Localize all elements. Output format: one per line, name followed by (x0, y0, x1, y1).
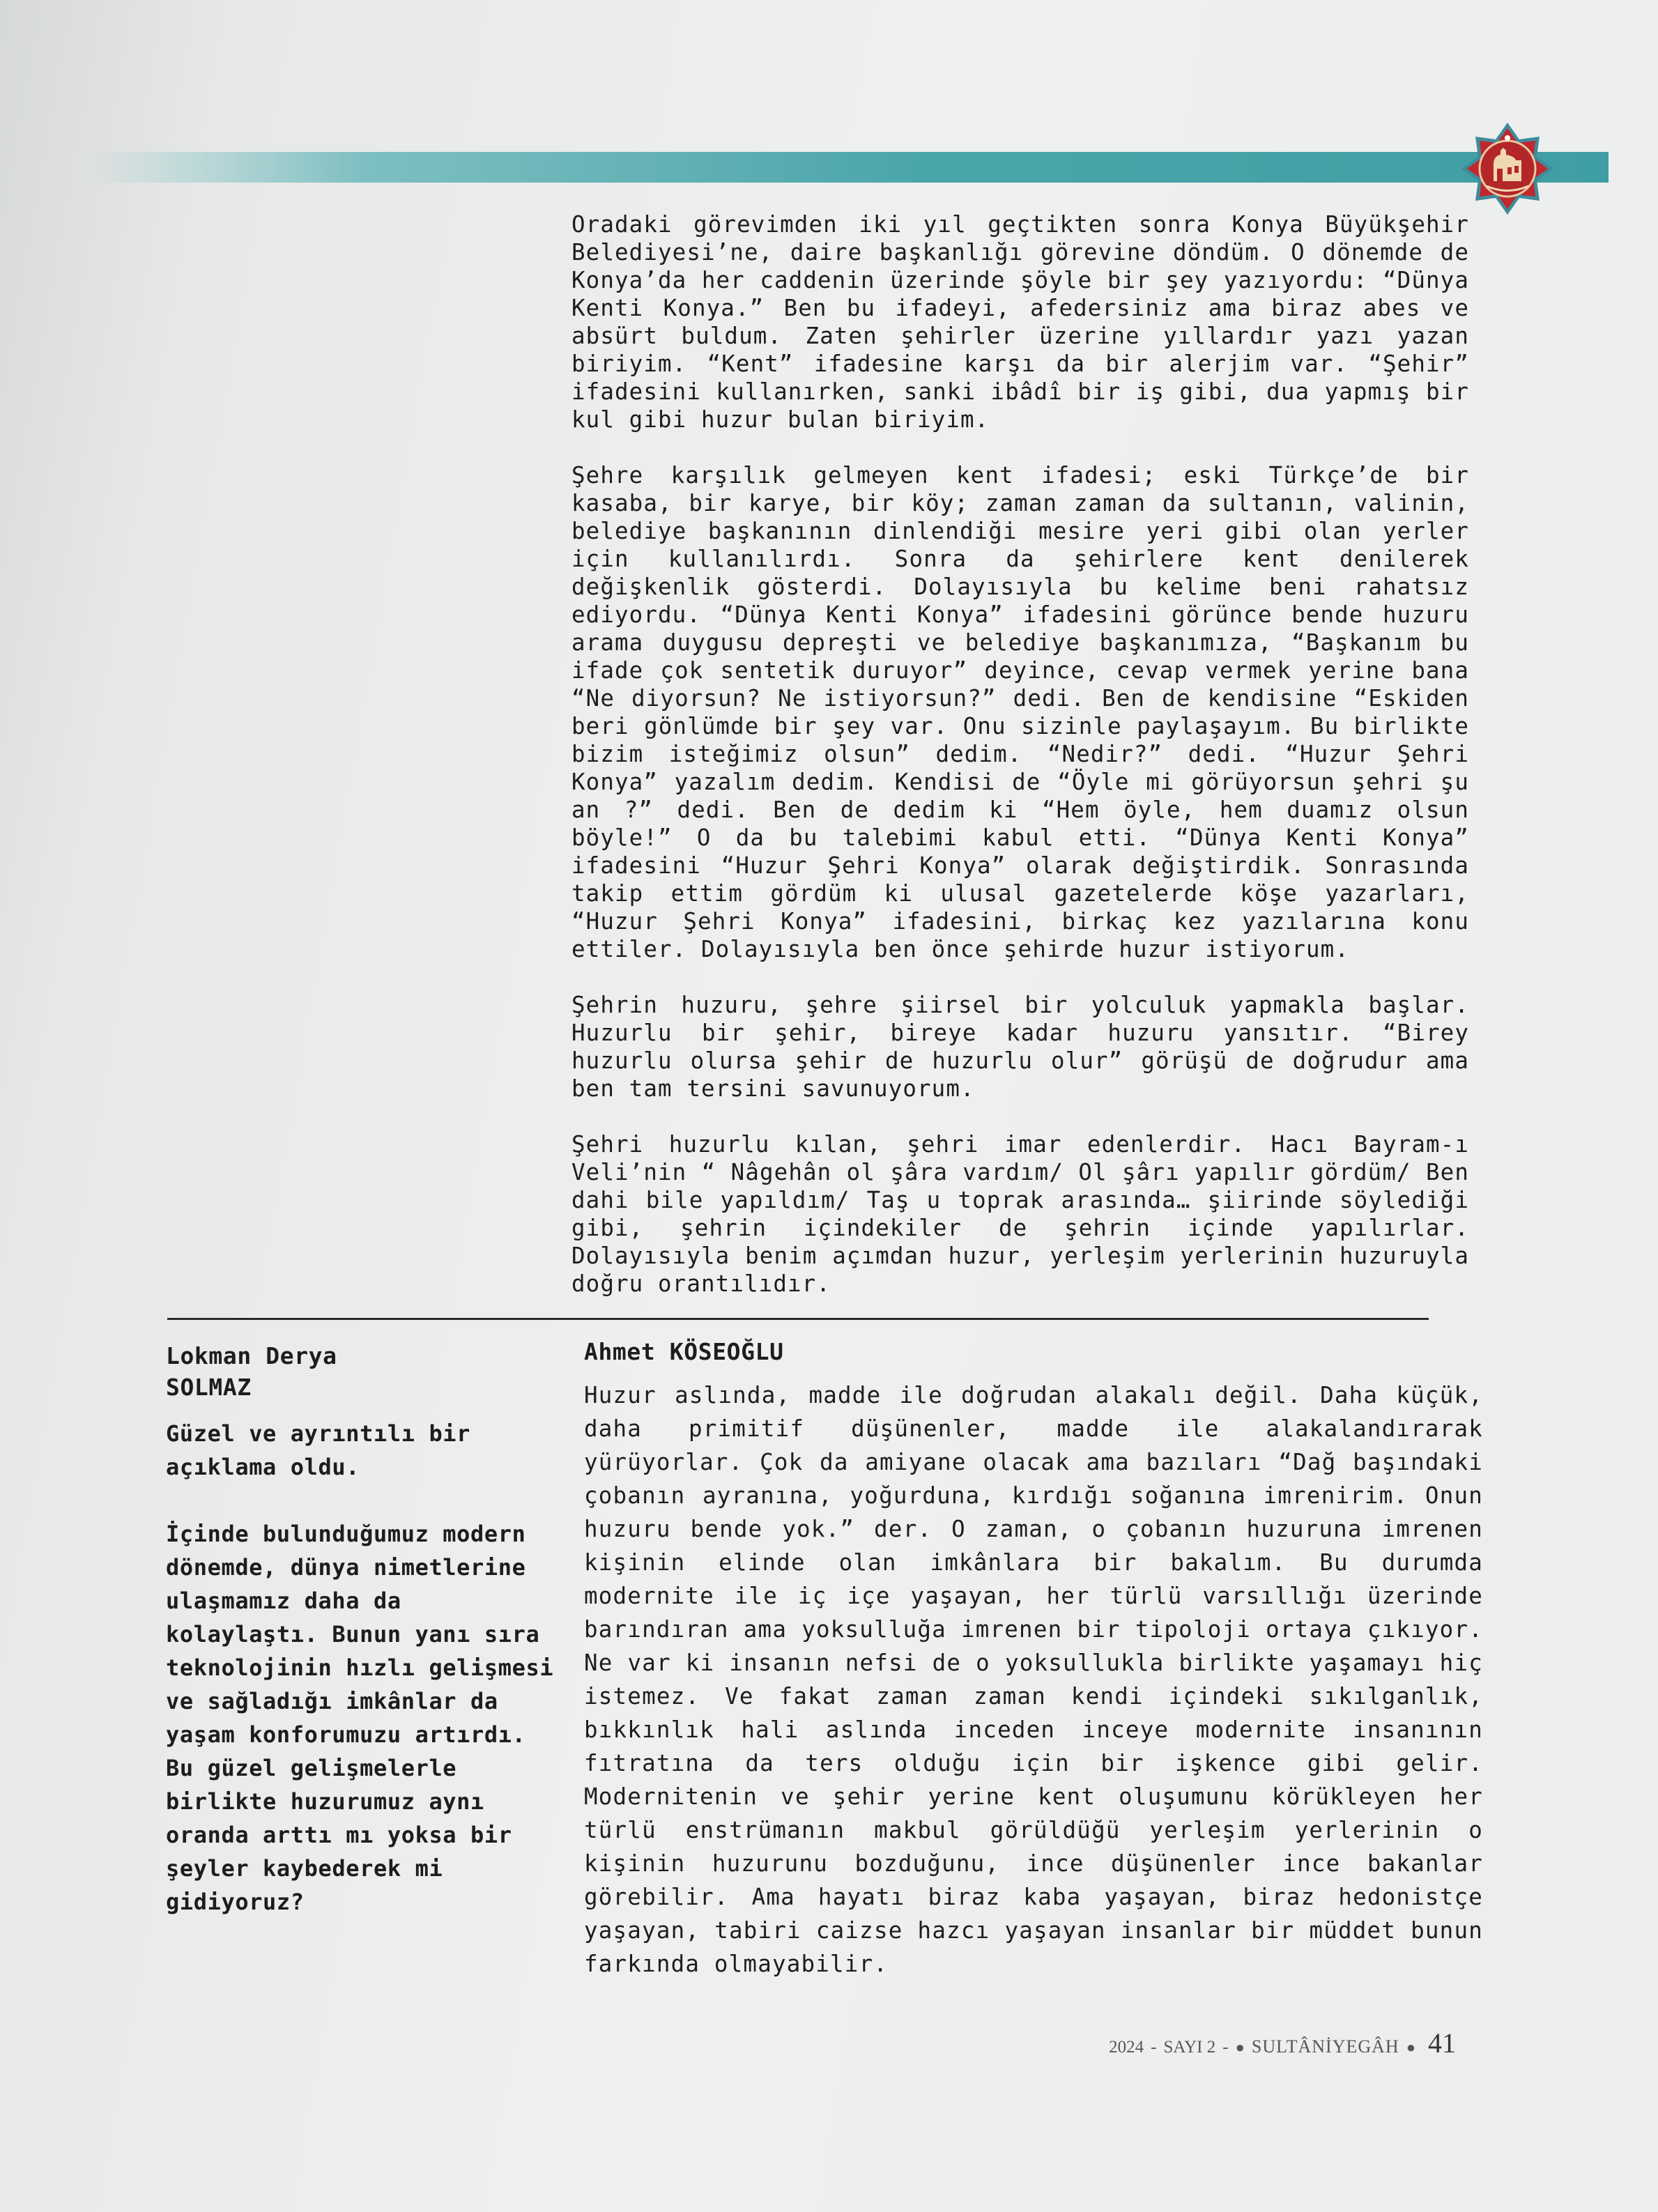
footer-separator: - (1222, 2038, 1229, 2057)
question-paragraph: Güzel ve ayrıntılı bir açıklama oldu. (166, 1420, 471, 1480)
question-author-first: Lokman Derya (166, 1342, 337, 1369)
question-column (166, 1340, 556, 1952)
header-accent-band (91, 152, 1609, 183)
article-body (571, 210, 1469, 1326)
question-author (166, 1340, 556, 1403)
bullet-icon: ● (1406, 2038, 1415, 2056)
answer-author: Ahmet KÖSEOĞLU (584, 1338, 784, 1365)
footer-year: 2024 (1109, 2038, 1144, 2057)
article-paragraph: Şehre karşılık gelmeyen kent ifadesi; eski Türkçe’de bir kasaba, bir karye, bir köy; zaman zaman da sultanın, valinin, belediye başkanının dinlendiği mesire yeri gibi olan yerler için kullanılırdı. Sonra da şehirlere kent denilerek değişkenlik gösterdi. Dolayısıyla bu kelime beni rahatsız ediyordu. “Dünya Kenti Konya” ifadesini görünce bende huzuru arama duygusu depreşti ve belediye başkanımıza, “Başkanım bu ifade çok sentetik duruyor” deyince, cevap vermek yerine bana “Ne diyorsun? Ne istiyorsun?” dedi. Ben de kendisine “Eskiden beri gönlümde bir şey var. Onu sizinle paylaşayım. Bu birlikte bizim isteğimiz olsun” dedim. “Nedir?” dedi. “Huzur Şehri Konya” yazalım dedim. Kendisi de “Öyle mi görüyorsun şehri şu an ?” dedi. Ben de dedim ki “Hem öyle, hem duamız olsun böyle!” O da bu talebimi kabul etti. “Dünya Kenti Konya” ifadesini “Huzur Şehri Konya” olarak değiştirdik. Sonrasında takip ettim gördüm ki ulusal gazetelerde köşe yazarları, “Huzur Şehri Konya” ifadesini, birkaç kez yazılarına konu ettiler. Dolayısıyla ben önce şehirde huzur istiyorum. (571, 462, 1469, 962)
question-author-last: SOLMAZ (166, 1374, 252, 1401)
answer-paragraph: Huzur aslında, madde ile doğrudan alakalı değil. Daha küçük, daha primitif düşünenler, madde ile alakalandırarak yürüyorlar. Çok da amiyane olacak ama bazıları “Dağ başındaki çobanın ayranına, yoğurduna, kırdığı soğanına imrenirim. Onun huzuru bende yok.” der. O zaman, o çobanın huzuruna imrenen kişinin elinde olan imkânlara bir bakalım. Bu durumda modernite ile iç içe yaşayan, her türlü varsıllığı üzerinde barındıran ama yoksulluğa imrenen bir tipoloji ortaya çıkıyor. Ne var ki insanın nefsi de o yoksullukla birlikte yaşamayı hiç istemez. Ve fakat zaman zaman kendi içindeki sıkılganlık, bıkkınlık hali aslında inceden inceye modernite insanının fıtratına da ters olduğu için bir işkence gibi gelir. Modernitenin ve şehir yerine kent oluşumunu körükleyen her türlü enstrümanın makbul görüldüğü yerleşim yerlerinin o kişinin huzurunu bozduğunu, ince düşünenler ince bakanlar görebilir. Ama hayatı biraz kaba yaşayan, biraz hedonistçe yaşayan, tabiri caizse hazcı yaşayan insanlar bir müddet bunun farkında olmayabilir. (584, 1382, 1483, 1977)
article-paragraph: Şehrin huzuru, şehre şiirsel bir yolculuk yapmakla başlar. Huzurlu bir şehir, bireye kadar huzuru yansıtır. “Birey huzurlu olursa şehir de huzurlu olur” görüşü de doğrudur ama ben tam tersini savunuyorum. (571, 992, 1469, 1102)
article-paragraph: Oradaki görevimden iki yıl geçtikten sonra Konya Büyükşehir Belediyesi’ne, daire başkanlığı görevine döndüm. O dönemde de Konya’da her caddenin üzerinde şöyle bir şey yazıyordu: “Dünya Kenti Konya.” Ben bu ifadeyi, afedersiniz ama biraz abes ve absürt buldum. Zaten şehirler üzerine yıllardır yazı yazan biriyim. “Kent” ifadesine karşı da bir alerjim var. “Şehir” ifadesini kullanırken, sanki ibâdî bir iş gibi, dua yapmış bir kul gibi huzur bulan biriyim. (571, 211, 1469, 433)
footer-issue: SAYI 2 (1163, 2038, 1216, 2057)
municipality-seal-icon (1459, 120, 1556, 217)
footer-separator: - (1151, 2038, 1157, 2057)
bullet-icon: ● (1235, 2038, 1245, 2056)
page-footer (1109, 2027, 1456, 2059)
answer-column (584, 1335, 1483, 1981)
section-divider (167, 1318, 1429, 1320)
footer-magazine-name: SULTÂNİYEGÂH (1251, 2036, 1399, 2057)
article-paragraph: Şehri huzurlu kılan, şehri imar edenlerdir. Hacı Bayram-ı Veli’nin “ Nâgehân ol şâra vardım/ Ol şârı yapılır gördüm/ Ben dahi bile yapıldım/ Taş u toprak arasında… şiirinde söylediği gibi, şehrin içindekiler de şehrin içinde yapılırlar. Dolayısıyla benim açımdan huzur, yerleşim yerlerinin huzuruyla doğru orantılıdır. (571, 1131, 1469, 1297)
page-number: 41 (1428, 2027, 1456, 2059)
question-paragraph: İçinde bulunduğumuz modern dönemde, dünya nimetlerine ulaşmamız daha da kolaylaştı. Bunun yanı sıra teknolojinin hızlı gelişmesi ve sağladığı imkânlar da yaşam konforumuzu artırdı. Bu güzel gelişmelerle birlikte huzurumuz aynı oranda arttı mı yoksa bir şeyler kaybederek mi gidiyoruz? (166, 1521, 554, 1915)
